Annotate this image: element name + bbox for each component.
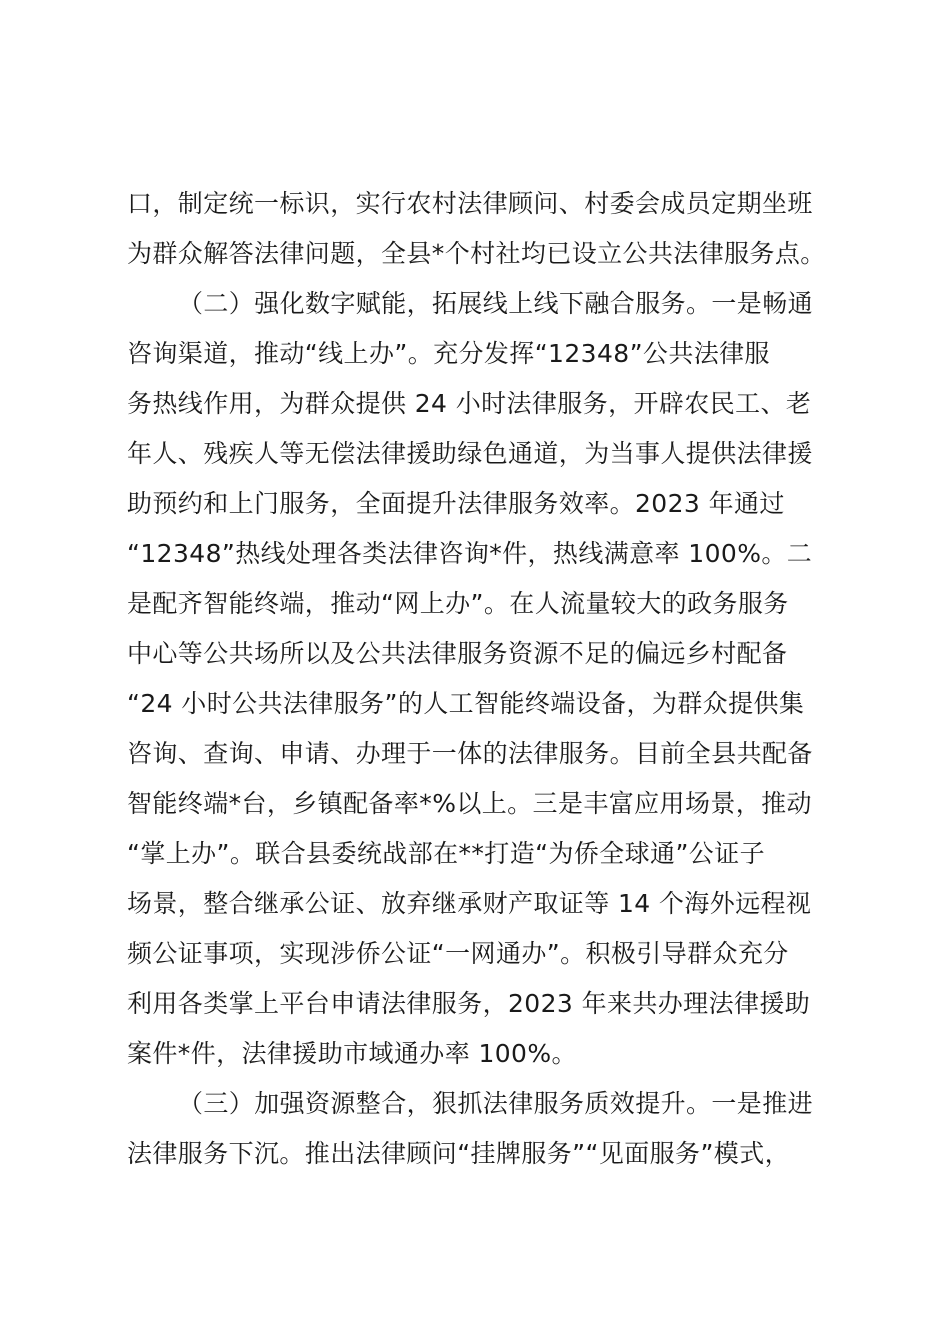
text-line: “24 小时公共法律服务”的人工智能终端设备，为群众提供集 [127,689,805,718]
text-line: “掌上办”。联合县委统战部在**打造“为侨全球通”公证子 [127,839,766,868]
text-line: 务热线作用，为群众提供 24 小时法律服务，开辟农民工、老 [127,389,812,418]
text-line: 利用各类掌上平台申请法律服务，2023 年来共办理法律援助 [127,989,811,1018]
text-line: 年人、残疾人等无偿法律援助绿色通道，为当事人提供法律援 [127,439,813,468]
paragraph-heading-2: （二）强化数字赋能，拓展线上线下融合服务。一是畅通 [178,289,814,318]
text-line: 法律服务下沉。推出法律顾问“挂牌服务”“见面服务”模式， [127,1139,791,1168]
text-line: 咨询渠道，推动“线上办”。充分发挥“12348”公共法律服 [127,339,770,368]
text-line: 场景，整合继承公证、放弃继承财产取证等 14 个海外远程视 [127,889,812,918]
text-line: 是配齐智能终端，推动“网上办”。在人流量较大的政务服务 [127,589,789,618]
text-line: “12348”热线处理各类法律咨询*件，热线满意率 100%。二 [127,539,813,568]
text-line: 频公证事项，实现涉侨公证“一网通办”。积极引导群众充分 [127,939,789,968]
text-line: 中心等公共场所以及公共法律服务资源不足的偏远乡村配备 [127,639,788,668]
text-line: 助预约和上门服务，全面提升法律服务效率。2023 年通过 [127,489,785,518]
text-line: 案件*件，法律援助市域通办率 100%。 [127,1039,577,1068]
text-line: 咨询、查询、申请、办理于一体的法律服务。目前全县共配备 [127,739,813,768]
paragraph-heading-3: （三）加强资源整合，狠抓法律服务质效提升。一是推进 [178,1089,814,1118]
text-line: 智能终端*台，乡镇配备率*%以上。三是丰富应用场景，推动 [127,789,812,818]
text-line: 口，制定统一标识，实行农村法律顾问、村委会成员定期坐班 [127,189,813,218]
text-line: 为群众解答法律问题，全县*个村社均已设立公共法律服务点。 [127,239,826,268]
